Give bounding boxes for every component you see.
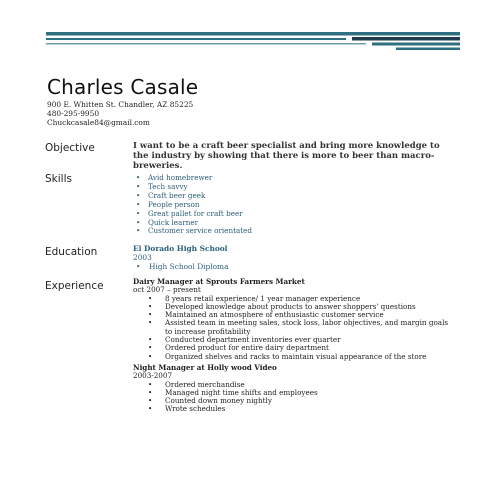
section-objective: Objective — [45, 142, 95, 154]
list-item: • Counted down money nightly — [133, 397, 453, 405]
list-item: • Great pallet for craft beer — [136, 210, 252, 219]
job-duties — [133, 381, 453, 414]
header-bar-3 — [46, 43, 366, 45]
header-decorative-bars — [0, 0, 495, 60]
list-item: • Conducted department inventories ever quarter — [133, 336, 453, 344]
header-bar-2 — [46, 38, 346, 40]
list-item: • Tech savvy — [136, 183, 252, 192]
phone: 480-295-9950 — [47, 109, 100, 119]
list-item: • Quick learner — [136, 219, 252, 228]
list-item: • Organized shelves and racks to maintain visual appearance of the store — [133, 353, 453, 361]
list-item: • Customer service orientated — [136, 227, 252, 236]
list-item: • Developed knowledge about products to answer shoppers' questions — [133, 303, 453, 311]
list-item: • Ordered merchandise — [133, 381, 453, 389]
education-block — [133, 244, 228, 271]
list-item: • High School Diploma — [133, 262, 228, 271]
header-bar-3-right — [372, 43, 460, 46]
list-item: • Wrote schedules — [133, 405, 453, 413]
header-bar-2-right — [352, 37, 460, 41]
list-item: • People person — [136, 201, 252, 210]
job-title: Dairy Manager at Sprouts Farmers Market — [133, 277, 305, 286]
list-item: • Ordered product for entire dairy department — [133, 344, 453, 352]
education-year: 2003 — [133, 253, 152, 262]
education-list — [133, 262, 228, 271]
list-item: • Managed night time shifts and employees — [133, 389, 453, 397]
email: Chuckcasale84@gmail.com — [47, 118, 150, 128]
list-item: • Maintained an atmosphere of enthusiastic customer service — [133, 311, 453, 319]
header-bar-4-right — [396, 48, 460, 51]
job-entry-2 — [133, 364, 453, 414]
job-dates: oct 2007 – present — [133, 285, 201, 295]
section-education: Education — [45, 246, 98, 258]
candidate-name: Charles Casale — [47, 75, 199, 99]
address: 900 E. Whitten St. Chandler, AZ 85225 — [47, 100, 194, 109]
contact-info — [47, 100, 198, 128]
section-experience: Experience — [45, 280, 104, 292]
objective-text: I want to be a craft beer specialist and bring more knowledge to the industry by showing that there is more to beer than macro-breweries. — [133, 141, 440, 171]
resume-header — [47, 76, 198, 128]
header-bar-top — [46, 32, 460, 36]
list-item: • 8 years retail experience/ 1 year manager experience — [133, 295, 453, 303]
school-name: El Dorado High School — [133, 244, 228, 253]
job-dates: 2003-2007 — [133, 371, 173, 381]
job-entry-1 — [133, 278, 453, 361]
job-title: Night Manager at Holly wood Video — [133, 363, 277, 372]
job-duties — [133, 295, 453, 361]
section-skills: Skills — [45, 173, 72, 185]
list-item: • Assisted team in meeting sales, stock loss, labor objectives, and margin goals to increase profitability — [133, 319, 453, 336]
list-item: • Craft beer geek — [136, 192, 252, 201]
list-item: • Avid homebrewer — [136, 174, 252, 183]
skills-list — [136, 174, 252, 236]
